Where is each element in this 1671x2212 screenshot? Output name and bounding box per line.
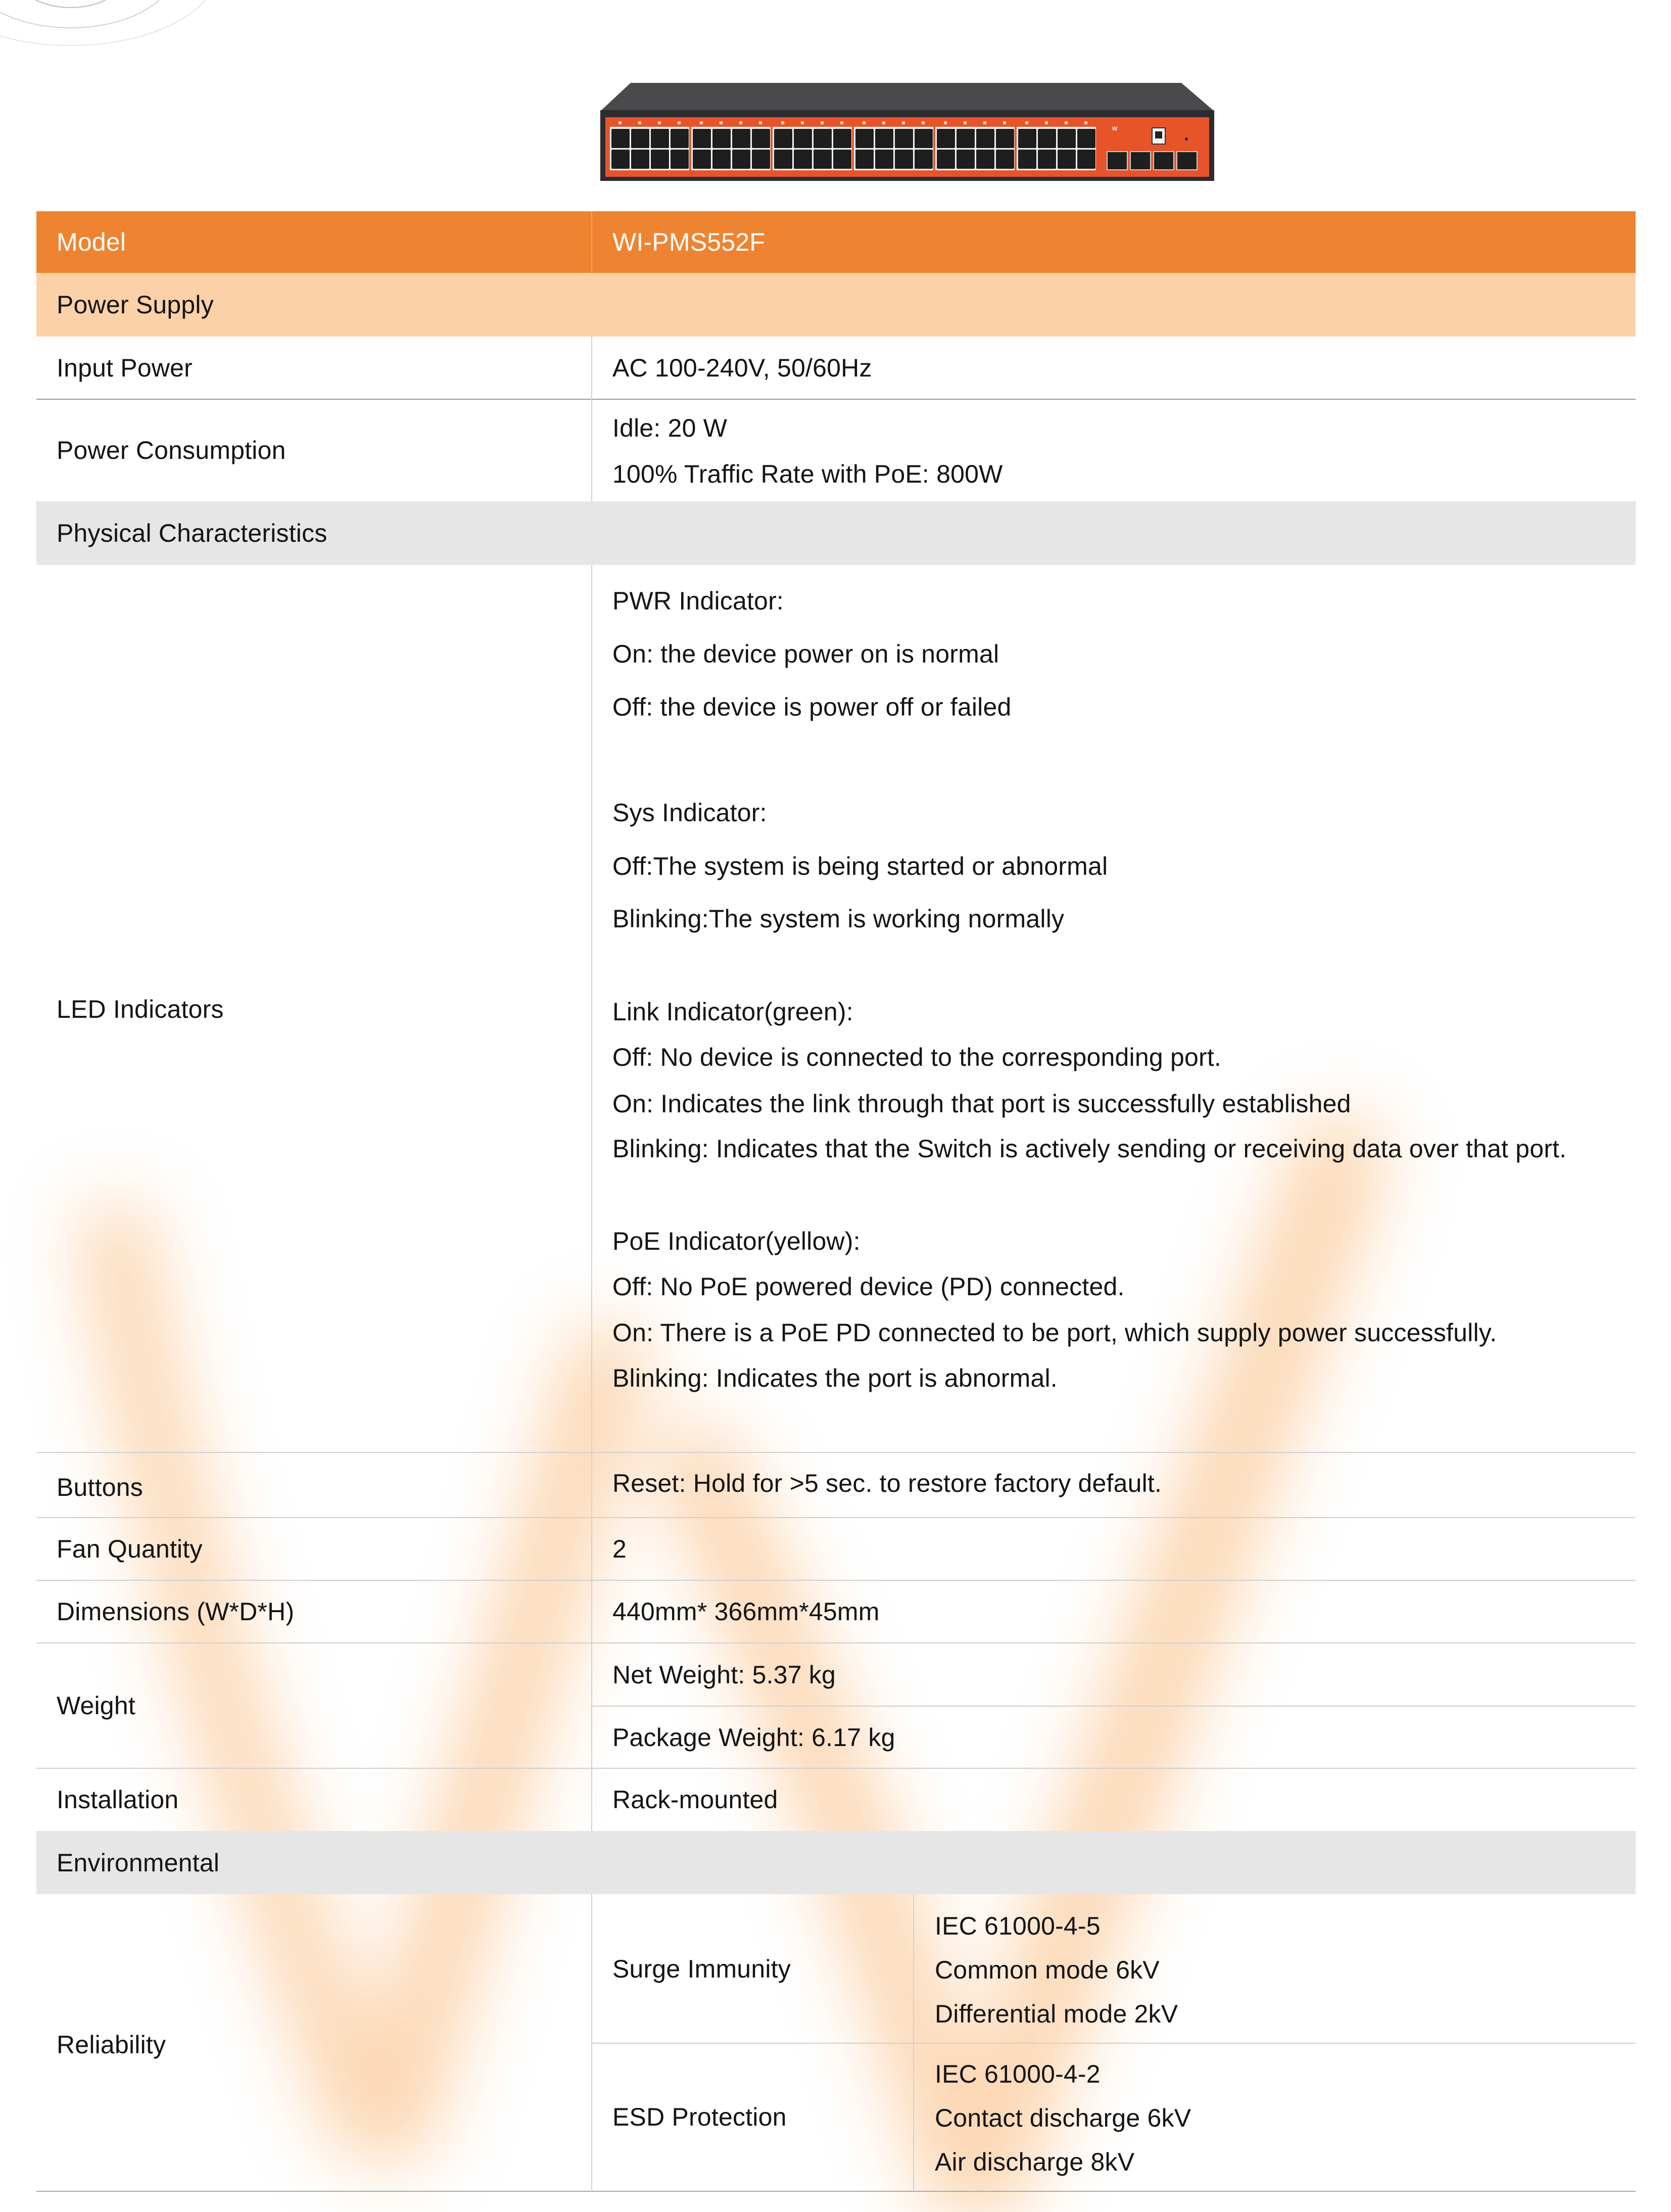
port-led-icon (700, 121, 703, 124)
rj45-port-icon (996, 150, 1014, 169)
port-led-icon (1025, 121, 1028, 124)
header-row (36, 211, 1636, 273)
rj45-port-icon (814, 129, 832, 148)
input-power-label: Input Power (57, 354, 193, 382)
port-led-icon (1003, 121, 1006, 124)
port-led-icon (759, 121, 762, 124)
weight-package: Package Weight: 6.17 kg (612, 1723, 895, 1752)
port-led-icon (1065, 121, 1068, 124)
dimensions-label: Dimensions (W*D*H) (57, 1597, 295, 1626)
port-led-icon (638, 121, 641, 124)
rj45-port-icon (1058, 129, 1076, 148)
port-led-icon (964, 121, 967, 124)
port-led-icon (739, 121, 742, 124)
fan-quantity-value: 2 (612, 1535, 627, 1563)
table-bottom-border (36, 2191, 1636, 2192)
power-consumption-label: Power Consumption (57, 436, 286, 464)
esd-line: Air discharge 8kV (935, 2148, 1135, 2176)
rj45-port-icon (611, 129, 630, 148)
rj45-port-icon (732, 150, 750, 169)
network-switch-icon (600, 81, 1214, 182)
rj45-port-icon (651, 150, 669, 169)
rj45-port-icon (774, 150, 792, 169)
port-led-icon (618, 121, 622, 124)
header-divider (591, 211, 592, 273)
rj45-port-icon (1038, 150, 1056, 169)
decor-arcs (0, 0, 217, 45)
rj45-port-icon (833, 129, 851, 148)
section-physical-label: Physical Characteristics (57, 519, 327, 547)
header-model-label: Model (57, 228, 126, 256)
power-consumption-idle: Idle: 20 W (612, 414, 728, 442)
column-divider (591, 1894, 592, 2191)
dimensions-value: 440mm* 366mm*45mm (612, 1597, 880, 1626)
port-led-icon (1045, 121, 1048, 124)
column-divider (591, 565, 592, 1831)
port-led-icon (882, 121, 885, 124)
led-line: Link Indicator(green): (612, 998, 853, 1026)
reliability-sub-divider (591, 2043, 1636, 2044)
port-led-icon (902, 121, 905, 124)
rj45-port-icon (752, 129, 770, 148)
row-divider (36, 399, 1636, 400)
rj45-port-icon (1077, 150, 1095, 169)
rj45-port-icon (957, 129, 975, 148)
section-environmental (36, 1831, 1636, 1894)
led-line: Off:The system is being started or abnormal (612, 852, 1108, 880)
sfp-port-icon (1130, 152, 1151, 170)
led-line: Blinking: Indicates the port is abnormal. (612, 1364, 1058, 1392)
led-line: On: Indicates the link through that port is successfully established (612, 1090, 1351, 1118)
surge-line: Differential mode 2kV (935, 2000, 1178, 2028)
weight-net: Net Weight: 5.37 kg (612, 1661, 836, 1689)
rj45-port-icon (752, 150, 770, 169)
port-led-icon (922, 121, 925, 124)
rj45-port-icon (611, 150, 630, 169)
esd-protection-label: ESD Protection (612, 2103, 787, 2131)
port-led-icon (1084, 121, 1087, 124)
rj45-port-icon (631, 150, 649, 169)
port-led-icon (944, 121, 947, 124)
reliability-column-divider (913, 1894, 914, 2191)
rj45-port-icon (693, 150, 711, 169)
rj45-port-icon (976, 129, 994, 148)
port-led-icon (983, 121, 986, 124)
rj45-port-icon (855, 150, 874, 169)
surge-line: IEC 61000-4-5 (935, 1912, 1101, 1940)
row-divider (36, 1642, 1636, 1643)
reset-button-icon (1185, 137, 1188, 140)
led-line: Off: No device is connected to the corresponding port. (612, 1043, 1222, 1071)
port-led-icon (863, 121, 866, 124)
surge-line: Common mode 6kV (935, 1956, 1160, 1984)
rj45-port-icon (774, 129, 792, 148)
rj45-port-icon (875, 150, 893, 169)
rj45-port-icon (833, 150, 851, 169)
rj45-port-icon (915, 150, 933, 169)
sfp-port-icon (1177, 152, 1197, 170)
rj45-port-icon (1038, 129, 1056, 148)
rj45-port-icon (1018, 129, 1036, 148)
port-led-icon (840, 121, 843, 124)
rj45-port-icon (937, 150, 955, 169)
led-indicators-label: LED Indicators (57, 995, 224, 1023)
rj45-port-icon (693, 129, 711, 148)
rj45-port-icon (895, 129, 913, 148)
surge-immunity-label: Surge Immunity (612, 1955, 791, 1983)
led-line: Off: the device is power off or failed (612, 693, 1012, 721)
column-divider (591, 337, 592, 501)
led-line: Off: No PoE powered device (PD) connected. (612, 1273, 1125, 1301)
port-led-icon (781, 121, 784, 124)
esd-line: IEC 61000-4-2 (935, 2060, 1101, 2088)
led-line: On: the device power on is normal (612, 640, 999, 668)
buttons-label: Buttons (57, 1473, 143, 1501)
header-model-value: WI-PMS552F (612, 228, 766, 256)
sfp-port-icon (1154, 152, 1174, 170)
rj45-port-icon (814, 150, 832, 169)
rj45-port-icon (855, 129, 874, 148)
weight-sub-divider (591, 1706, 1636, 1707)
sfp-port-icon (1107, 152, 1127, 170)
row-divider (36, 1768, 1636, 1769)
led-line: Blinking: Indicates that the Switch is actively sending or receiving data over that port. (612, 1135, 1567, 1163)
led-line: Sys Indicator: (612, 798, 767, 827)
section-environmental-label: Environmental (57, 1849, 220, 1877)
switch-top-cover (600, 83, 1214, 111)
port-led-icon (678, 121, 681, 124)
rj45-port-icon (915, 129, 933, 148)
led-line: On: There is a PoE PD connected to be port, which supply power successfully. (612, 1319, 1497, 1347)
reliability-label: Reliability (57, 2031, 166, 2059)
port-led-icon (658, 121, 661, 124)
port-led-icon (801, 121, 804, 124)
row-divider (36, 1517, 1636, 1518)
esd-line: Contact discharge 6kV (935, 2104, 1191, 2132)
rj45-port-icon (671, 150, 689, 169)
rj45-port-icon (651, 129, 669, 148)
rj45-port-icon (875, 129, 893, 148)
section-power-supply (36, 273, 1636, 337)
led-line: PoE Indicator(yellow): (612, 1227, 861, 1255)
section-power-supply-label: Power Supply (57, 291, 214, 319)
rj45-port-icon (712, 150, 731, 169)
rj45-port-icon (671, 129, 689, 148)
port-led-icon (821, 121, 824, 124)
rj45-port-icon (794, 129, 812, 148)
rj45-port-icon (732, 129, 750, 148)
row-divider (36, 1452, 1636, 1453)
port-led-icon (720, 121, 723, 124)
rj45-port-icon (1018, 150, 1036, 169)
rj45-port-icon (1077, 129, 1095, 148)
rj45-port-icon (794, 150, 812, 169)
brand-logo: W (1112, 126, 1118, 132)
rj45-port-icon (996, 129, 1014, 148)
fan-quantity-label: Fan Quantity (57, 1535, 203, 1563)
led-line: Blinking:The system is working normally (612, 905, 1065, 933)
weight-label: Weight (57, 1691, 135, 1720)
rj45-port-icon (937, 129, 955, 148)
input-power-value: AC 100-240V, 50/60Hz (612, 354, 872, 382)
buttons-value: Reset: Hold for >5 sec. to restore factory default. (612, 1469, 1162, 1497)
rj45-port-icon (957, 150, 975, 169)
rj45-port-icon (976, 150, 994, 169)
installation-value: Rack-mounted (612, 1785, 778, 1814)
installation-label: Installation (57, 1785, 179, 1814)
rj45-port-icon (712, 129, 731, 148)
rj45-port-icon (895, 150, 913, 169)
row-divider (36, 1580, 1636, 1581)
power-consumption-full: 100% Traffic Rate with PoE: 800W (612, 460, 1003, 488)
rj45-port-icon (1058, 150, 1076, 169)
rj45-port-icon (631, 129, 649, 148)
led-line: PWR Indicator: (612, 587, 784, 615)
